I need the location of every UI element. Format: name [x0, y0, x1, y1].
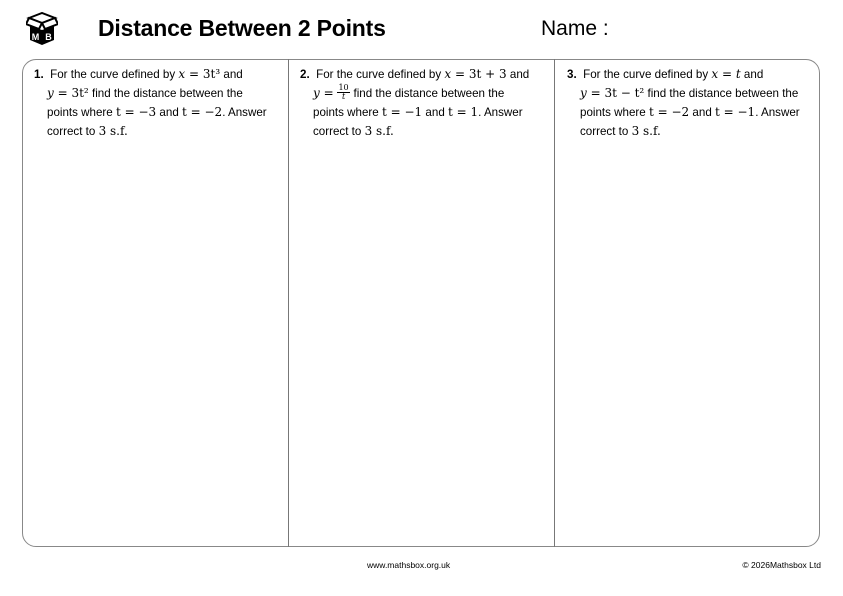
column-divider — [554, 59, 555, 547]
fraction: $\frac{10}{t}$ — [338, 83, 349, 101]
name-label: Name : — [541, 17, 609, 40]
svg-text:B: B — [45, 32, 52, 42]
footer-website: www.mathsbox.org.uk — [367, 560, 451, 570]
column-divider — [288, 59, 289, 547]
question-3: 3. For the curve defined by x = t and y = 3t − t² find the distance between the points where t = −2 and t = −1. Answer correct to 3 s.f. — [567, 67, 800, 138]
mathsbox-logo-icon — [26, 12, 58, 46]
svg-text:M: M — [31, 32, 40, 42]
question-2: 2. For the curve defined by x = 3t + 3 and y = $\frac{10}{t}$ find the distance between the points where t = −1 and t = 1. Answer correct to 3 s.f. — [300, 67, 530, 138]
page-title: Distance Between 2 Points — [98, 15, 386, 41]
footer-copyright: © 2026Mathsbox Ltd — [742, 560, 821, 570]
question-1: 1. For the curve defined by x = 3t³ and y = 3t² find the distance between the points where t = −3 and t = −2. Answer correct to 3 s.f. — [34, 67, 267, 138]
